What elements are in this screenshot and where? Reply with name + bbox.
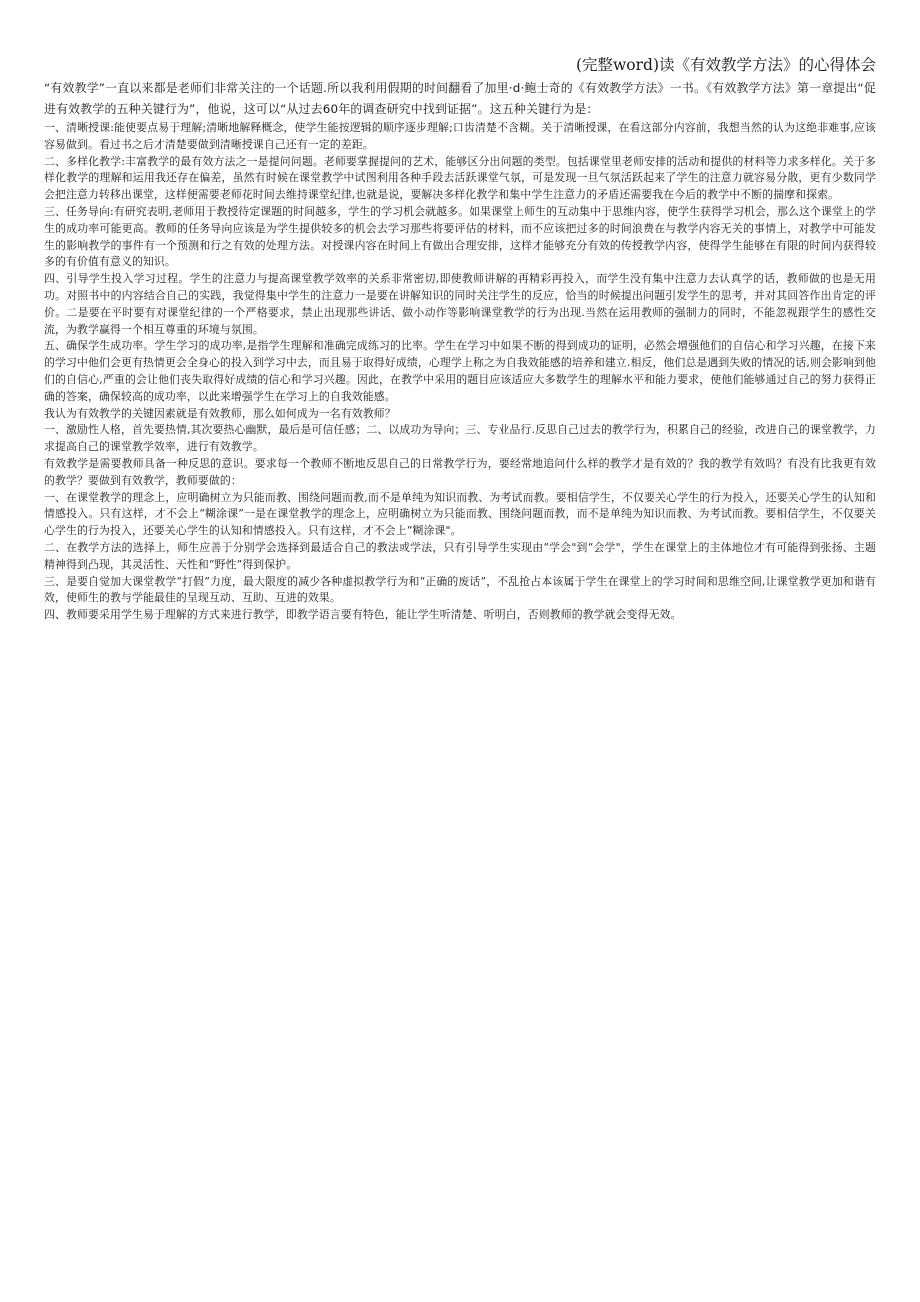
intro-paragraph: “有效教学”一直以来都是老师们非常关注的一个话题.所以我利用假期的时间翻看了加里·d·鲍士奇的《有效教学方法》一书。《有效教学方法》第一章提出“促进有效教学的五种关键行为”，他说，这可以“从过去60年的调查研究中找到证据”。这五种关键行为是： [44, 81, 876, 116]
paragraph-success-rate: 五、确保学生成功率。学生学习的成功率,是指学生理解和准确完成练习的比率。学生在学习中如果不断的得到成功的证明，必然会增强他们的自信心和学习兴趣，在接下来的学习中他们会更有热情更会全身心的投入到学习中去，而且易于取得好成绩，心理学上称之为自我效能感的培养和建立.相反，他们总是遇到失败的情况的话,则会影响到他们的自信心,严重的会让他们丧失取得好成绩的信心和学习兴趣。因此，在教学中采用的题目应该适应大多数学生的理解水平和能力要求，使他们能够通过自己的努力获得正确的答案，确保较高的成功率，以此来增强学生在学习上的自我效能感。 [44, 339, 876, 403]
paragraph-effective-teacher-question: 我认为有效教学的关键因素就是有效教师，那么如何成为一名有效教师？ [44, 406, 396, 420]
paragraph-student-engagement: 四、引导学生投入学习过程。学生的注意力与提高课堂教学效率的关系非常密切,即使教师讲解的再精彩再投入，而学生没有集中注意力去认真学的话，教师做的也是无用功。对照书中的内容结合自己的实践，我觉得集中学生的注意力一是要在讲解知识的同时关注学生的反应，恰当的时候提出问题引发学生的思考，并对其回答作出肯定的评价。二是要在平时要有对课堂纪律的一个严格要求，禁止出现那些讲话、做小动作等影响课堂教学的行为出现.当然在运用教师的强制力的同时，不能忽视跟学生的感性交流，为教学赢得一个相互尊重的环境与氛围。 [44, 272, 876, 336]
paragraph-task-orientation: 三、任务导向:有研究表明,老师用于教授待定课题的时间越多，学生的学习机会就越多。如果课堂上师生的互动集中于思维内容，使学生获得学习机会，那么这个课堂上的学生的成功率可能更高。教师的任务导向应该是为学生提供较多的机会去学习那些将要评估的材料，而不应该把过多的时间浪费在与教学内容无关的事情上，对教学中可能发生的影响教学的事件有一个预测和行之有效的处理方法。对授课内容在时间上有做出合理安排，这样才能够充分有效的传授教学内容，使得学生能够在有限的时间内获得较多的有价值有意义的知识。 [44, 204, 876, 269]
paragraph-clear-teaching: 一、清晰授课:能使要点易于理解;清晰地解释概念，使学生能按逻辑的顺序逐步理解;口齿清楚不含糊。关于清晰授课，在看这部分内容前，我想当然的认为这绝非难事,应该容易做到。看过书之后才清楚要做到清晰授课自己还有一定的差距。 [44, 121, 876, 151]
paragraph-reflection: 有效教学是需要教师具备一种反思的意识。要求每一个教师不断地反思自己的日常教学行为，要经常地追问什么样的教学才是有效的？我的教学有效吗？有没有比我更有效的教学？要做到有效教学，教师要做的： [44, 456, 876, 487]
paragraph-teacher-qualities: 一、激励性人格，首先要热情,其次要热心幽默，最后是可信任感；二、以成功为导向；三、专业品行.反思自己过去的教学行为，积累自己的经验，改进自己的课堂教学，力求提高自己的课堂教学效率，进行有效教学。 [44, 423, 876, 454]
paragraph-teaching-concept: 一、在课堂教学的理念上，应明确树立为只能而教、围绕问题而教,而不是单纯为知识而教、为考试而教。要相信学生，不仅要关心学生的行为投入，还要关心学生的认知和情感投入。只有这样，才不会上“糊涂课”一是在课堂教学的理念上，应明确树立为只能而教、围绕问题而教，而不是单纯为知识而教、为考试而教。要相信学生，不仅要关心学生的行为投入，还要关心学生的认知和情感投入。只有这样，才不会上“糊涂课"。 [44, 490, 876, 538]
paragraph-varied-teaching: 二、多样化教学:丰富教学的最有效方法之一是提问问题。老师要掌握提问的艺术，能够区分出问题的类型。包括课堂里老师安排的活动和提供的材料等力求多样化。关于多样化教学的理解和运用我还存在偏差，虽然有时候在课堂教学中试图利用各种手段去活跃课堂气氛，可是发现一旦气氛活跃起来了学生的注意力就容易分散，更有少数同学会把注意力转移出课堂，这样便需要老师花时间去维持课堂纪律,也就是说，要解决多样化教学和集中学生注意力的矛盾还需要我在今后的教学中不断的揣摩和探索。 [44, 154, 876, 202]
paragraph-teaching-language: 四、教师要采用学生易于理解的方式来进行教学，即教学语言要有特色，能让学生听清楚、听明白，否则教师的教学就会变得无效。 [44, 608, 682, 622]
document-header: (完整word)读《有效教学方法》的心得体会 [575, 56, 876, 74]
paragraph-teaching-method: 二、在教学方法的选择上，师生应善于分别学会选择到最适合自己的教法或学法，只有引导学生实现由“学会"到“会学"，学生在课堂上的主体地位才有可能得到张扬、主题精神得到凸现，其灵活性、天性和“野性”得到保护。 [44, 540, 876, 571]
paragraph-anti-fake-teaching: 三、是要自觉加大课堂教学“打假”力度，最大限度的减少各种虚拟教学行为和“正确的废话”，不乱抢占本该属于学生在课堂上的学习时间和思维空间,让课堂教学更加和谐有效，使师生的教与学能最佳的呈现互动、互助、互进的效果。 [44, 574, 876, 605]
